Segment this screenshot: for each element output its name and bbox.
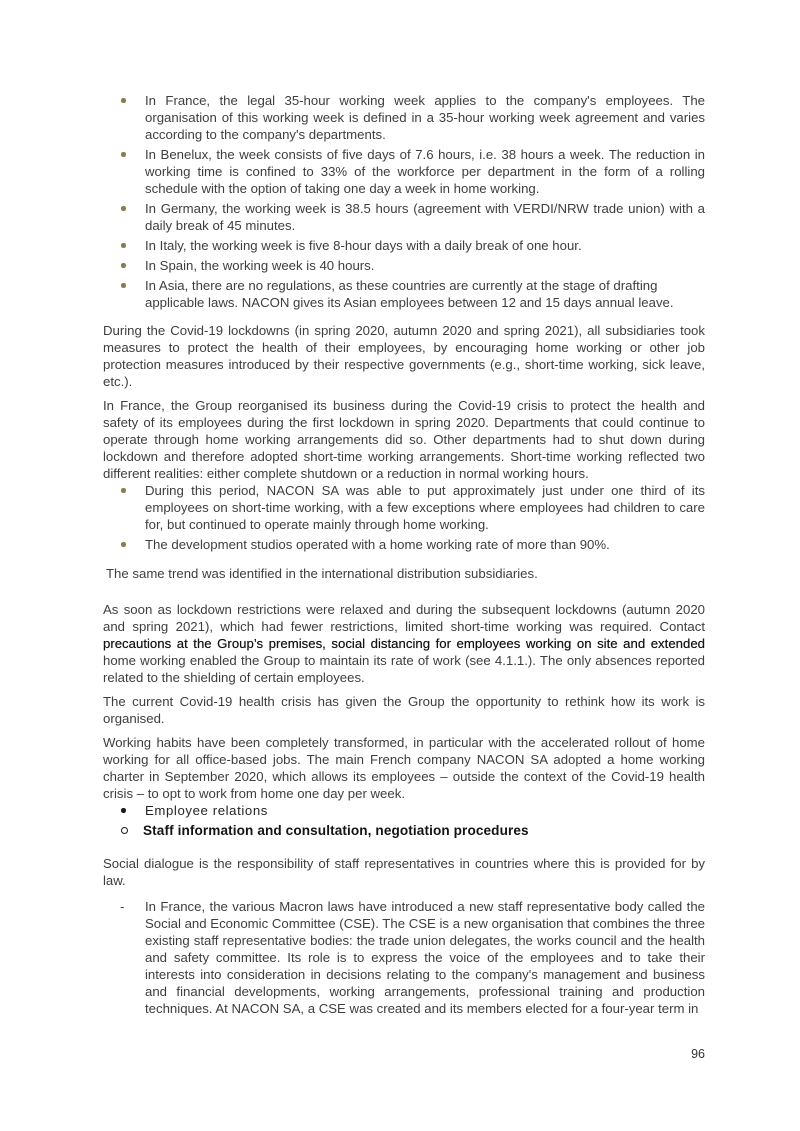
paragraph-social-dialogue: Social dialogue is the responsibility of staff representatives in countries where this is provided for by law. — [103, 856, 705, 888]
paragraph-france-reorganisation: In France, the Group reorganised its business during the Covid-19 crisis to protect the health and safety of its employees during the first lockdown in spring 2020. Departments that could continue to operate through home working arrangements did so. Other departments had to shut down during lockdown and therefore adopted short-time working arrangements. Short-time working reflected two different realities: either complete shutdown or a reduction in normal working hours. — [103, 398, 705, 481]
working-week-list — [103, 92, 705, 311]
paragraph-segment: As soon as lockdown restrictions were relaxed and during the subsequent lockdowns (autumn 2020 and spring 2021), which had fewer restrictions, limited short-time working was required. Contact — [103, 602, 705, 634]
list-item-text: In France, the various Macron laws have introduced a new staff representative body called the Social and Economic Committee (CSE). The CSE is a new organisation that combines the three existing staff representative bodies: the trade union delegates, the works council and the health and safety committee. Its role is to express the voice of the employees and to take their interests into consideration in decisions relating to the company's management and business and financial developments, working arrangements, professional training and production techniques. At NACON SA, a CSE was created and its members elected for a four-year term in — [145, 899, 705, 1016]
list-item-text: In Germany, the working week is 38.5 hours (agreement with VERDI/NRW trade union) with a daily break of 45 minutes. — [145, 201, 705, 233]
list-item — [103, 237, 705, 254]
list-item-text: The development studios operated with a home working rate of more than 90%. — [145, 537, 610, 552]
list-item — [103, 536, 705, 553]
list-item-text: In Italy, the working week is five 8-hour days with a daily break of one hour. — [145, 238, 582, 253]
paragraph-same-trend: The same trend was identified in the international distribution subsidiaries. — [106, 566, 538, 581]
paragraph-segment-emphasis: precautions at the Group’s premises, social distancing for employees working on site and extended — [103, 636, 705, 651]
list-item — [103, 92, 705, 143]
bullet-icon — [121, 283, 126, 288]
page-number: 96 — [691, 1047, 705, 1061]
list-item-text: In Benelux, the week consists of five days of 7.6 hours, i.e. 38 hours a week. The reduction in working time is confined to 33% of the workforce per department in the form of a rolling schedule with the option of taking one day a week in home working. — [145, 147, 705, 196]
dash-bullet-icon: - — [120, 899, 125, 914]
list-item-employee-relations — [103, 802, 705, 819]
paragraph-working-habits: Working habits have been completely transformed, in particular with the accelerated rollout of home working for all office-based jobs. The main French company NACON SA adopted a home working charter in September 2020, which allows its employees – outside the context of the Covid-19 health crisis – to opt to work from home one day per week. — [103, 735, 705, 801]
list-item-text: In Spain, the working week is 40 hours. — [145, 258, 375, 273]
bullet-icon — [121, 243, 126, 248]
bullet-icon — [121, 808, 126, 813]
circle-bullet-icon — [121, 827, 128, 834]
bullet-icon — [121, 206, 126, 211]
list-item — [103, 146, 705, 197]
heading-text: Staff information and consultation, negotiation procedures — [143, 823, 529, 838]
dash-list-item-macron-laws — [103, 898, 705, 1017]
bullet-icon — [121, 488, 126, 493]
employee-relations-list — [103, 802, 705, 819]
list-item-text: Employee relations — [145, 803, 268, 818]
list-item-text: In Asia, there are no regulations, as these countries are currently at the stage of drafting applicable laws. NACON gives its Asian employees between 12 and 15 days annual leave. — [145, 278, 674, 310]
list-item — [103, 482, 705, 533]
paragraph-rethink-work: The current Covid-19 health crisis has given the Group the opportunity to rethink how its work is organised. — [103, 694, 705, 726]
paragraph-covid-lockdowns: During the Covid-19 lockdowns (in spring 2020, autumn 2020 and spring 2021), all subsidiaries took measures to protect the health of their employees, by encouraging home working or other job protection measures introduced by their respective governments (e.g., short-time working, sick leave, etc.). — [103, 323, 705, 389]
staff-information-heading — [103, 822, 705, 840]
list-item — [103, 277, 705, 311]
bullet-icon — [121, 542, 126, 547]
list-item — [103, 257, 705, 274]
list-item-text: In France, the legal 35-hour working week applies to the company's employees. The organisation of this working week is defined in a 35-hour working week agreement and varies according to the company's departments. — [145, 93, 705, 142]
list-item-text: During this period, NACON SA was able to put approximately just under one third of its employees on short-time working, with a few exceptions where employees had children to care for, but continued to operate mainly through home working. — [145, 483, 705, 532]
paragraph-segment: home working enabled the Group to maintain its rate of work (see 4.1.1.). The only absences reported related to the shielding of certain employees. — [103, 653, 705, 685]
paragraph-restrictions-relaxed — [103, 601, 705, 686]
bullet-icon — [121, 263, 126, 268]
bullet-icon — [121, 152, 126, 157]
list-item — [103, 200, 705, 234]
short-time-working-list — [103, 482, 705, 553]
bullet-icon — [121, 98, 126, 103]
page-content — [103, 92, 705, 1017]
